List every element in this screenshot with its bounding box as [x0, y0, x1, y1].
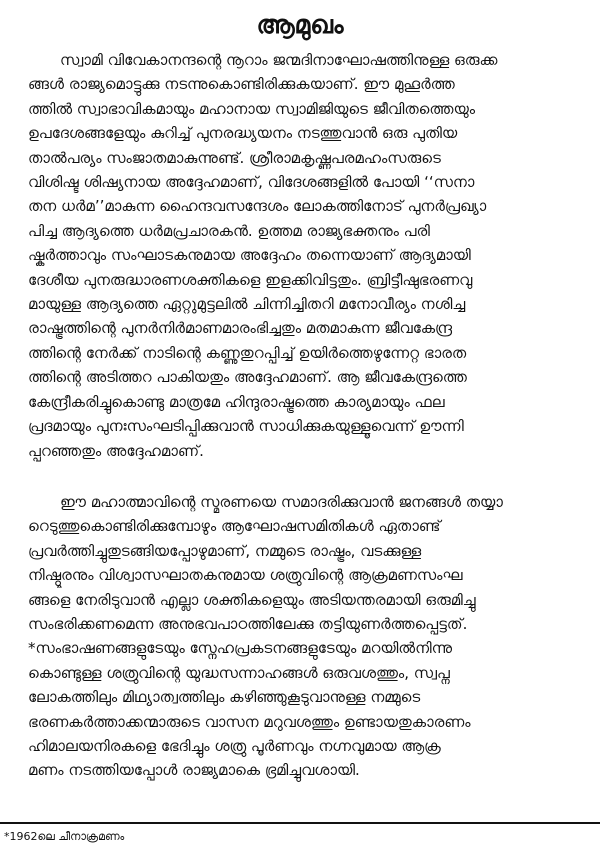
- text-line: ങ്ങളെ നേരിടുവാൻ എല്ലാ ശക്തികളെയും അടിയന്തരമായി ഒരുമിച്ചു: [28, 590, 476, 609]
- text-line: ലോകത്തിലും മിഥ്യാത്വത്തിലും കഴിഞ്ഞുകൂടുവാനുള്ള നമ്മുടെ: [28, 688, 421, 707]
- page-title: ആമുഖം: [256, 10, 344, 39]
- text-line: ഹിമാലയനിരകളെ ഭേദിച്ചും ശത്രു പൂർണവും നഗ്നവുമായ ആക്ര: [28, 737, 441, 756]
- text-line: ഭരണകർത്താക്കന്മാരുടെ വാസന മറുവശത്തും ഉണ്ടായതുകാരണം: [28, 712, 471, 731]
- text-line: റെടുത്തുകൊണ്ടിരിക്കുമ്പോഴും ആഘോഷസമിതികൾ ഏതാണ്ട്: [28, 517, 441, 536]
- text-line: രാഷ്ട്രത്തിന്റെ പുനർനിർമാണമാരംഭിച്ചതും മതമാകുന്ന ജീവകേന്ദ്ര: [28, 319, 453, 338]
- text-line: *സംഭാഷണങ്ങളുടേയും സ്നേഹപ്രകടനങ്ങളുടേയും മറയിൽനിന്നു: [28, 639, 453, 658]
- text-line: മായുള്ള ആദ്യത്തെ ഏറ്റുമുട്ടലിൽ ചിന്നിച്ചിതറി മനോവീര്യം നശിച്ച: [28, 295, 466, 314]
- text-line: കൊണ്ടുള്ള ശത്രുവിന്റെ യുദ്ധസന്നാഹങ്ങൾ ഒരുവശത്തും, സ്വപ്ന: [28, 663, 450, 682]
- text-line: പ്പറഞ്ഞതും അദ്ദേഹമാണ്.: [28, 441, 204, 460]
- text-line: നിഷ്ഠൂരനും വിശ്വാസഘാതകനുമായ ശത്രുവിന്റെ ആക്രമണസംഘ: [28, 566, 463, 585]
- text-line: ഷ്കർത്താവും സംഘാടകനുമായ അദ്ദേഹം തന്നെയാണ് ആദ്യമായി: [28, 246, 471, 265]
- text-line: ഈ മഹാത്മാവിന്റെ സ്മരണയെ സമാദരിക്കുവാൻ ജനങ്ങൾ തയ്യാ: [60, 493, 503, 511]
- text-line: ങ്ങൾ രാജ്യമൊട്ടുക്കു നടന്നുകൊണ്ടിരിക്കുകയാണ്. ഈ മുഹൂർത്ത: [28, 75, 455, 94]
- text-line: പ്രവർത്തിച്ചുതുടങ്ങിയപ്പോഴുമാണ്, നമ്മുടെ രാഷ്ട്രം, വടക്കുള്ള: [28, 541, 422, 560]
- footnote: *1962ലെ ചീനാക്രമണം: [4, 830, 125, 843]
- paragraph-1: [28, 48, 576, 463]
- text-line: ഉപദേശങ്ങളേയും കുറിച്ച് പുനരദ്ധ്യയനം നടത്തുവാൻ ഒരു പുതിയ: [28, 124, 458, 143]
- paragraph-2: [28, 490, 576, 783]
- text-line: സ്വാമി വിവേകാനന്ദന്റെ നൂറാം ജന്മദിനാഘോഷത്തിനുള്ള ഒരുക്ക: [60, 51, 498, 69]
- text-line: ത്തിന്റെ അടിത്തറ പാകിയതും അദ്ദേഹമാണ്. ആ ജീവകേന്ദ്രത്തെ: [28, 368, 467, 387]
- text-line: പിച്ച ആദ്യത്തെ ധർമപ്രചാരകൻ. ഉത്തമ രാജ്യഭക്തനും പരി: [28, 221, 430, 240]
- text-line: പ്രദമായും പുനഃസംഘടിപ്പിക്കുവാൻ സാധിക്കുകയുള്ളൂവെന്ന് ഊന്നി: [28, 417, 464, 436]
- text-line: താൽപര്യം സംജാതമാകുന്നുണ്ട്. ശ്രീരാമകൃഷ്ണപരമഹംസരുടെ: [28, 148, 441, 167]
- text-line: സംഭരിക്കണമെന്ന അനുഭവപാഠത്തിലേക്കു തട്ടിയുണർത്തപ്പെട്ടത്.: [28, 615, 468, 634]
- footnote-divider: [0, 822, 600, 824]
- text-line: ദേശീയ പുനരുദ്ധാരണശക്തികളെ ഇളക്കിവിട്ടതും. ബ്രിട്ടീഷുഭരണവു: [28, 270, 473, 289]
- text-line: കേന്ദ്രീകരിച്ചുകൊണ്ടു മാത്രമേ ഹിന്ദുരാഷ്ട്രത്തെ കാര്യമായും ഫല: [28, 392, 445, 411]
- text-line: വിശിഷ്ട ശിഷ്യനായ അദ്ദേഹമാണ്, വിദേശങ്ങളിൽ പോയി ‘‘സനാ: [28, 173, 475, 192]
- text-line: ത്തിന്റെ നേർക്ക് നാടിന്റെ കണ്ണുതുറപ്പിച്ച് ഉയിർത്തെഴുന്നേറ്റ ഭാരത: [28, 343, 467, 362]
- text-line: ത്തിൽ സ്വാഭാവികമായും മഹാനായ സ്വാമിജിയുടെ ജീവിതത്തെയും: [28, 99, 476, 118]
- text-line: മണം നടത്തിയപ്പോൾ രാജ്യമാകെ ഭ്രമിച്ചുവശായി.: [28, 761, 360, 780]
- text-line: തന ധർമ’’മാകുന്ന ഹൈന്ദവസന്ദേശം ലോകത്തിനോട് പുനർപ്രഖ്യാ: [28, 197, 487, 216]
